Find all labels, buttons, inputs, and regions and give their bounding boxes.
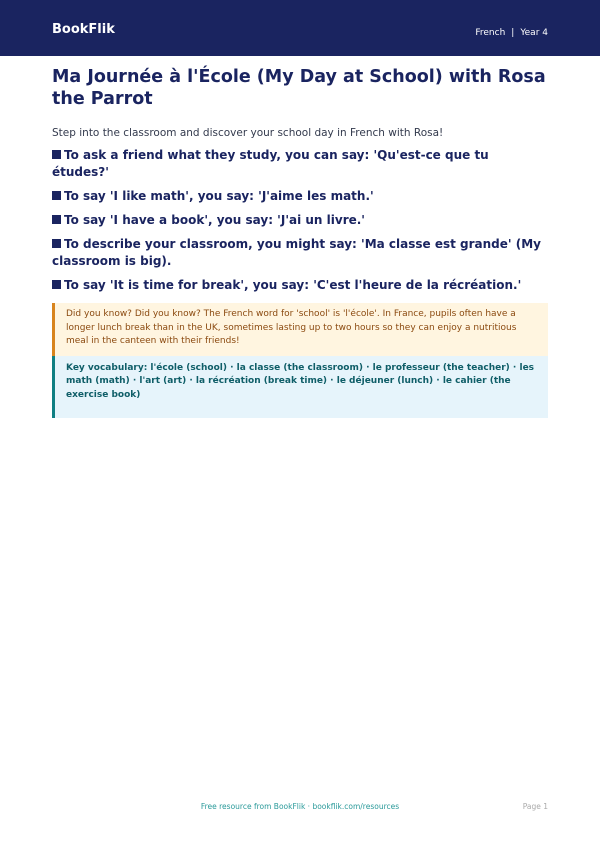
phrase-text: To say 'I have a book', you say: 'J'ai un livre.' — [64, 213, 365, 227]
phrase-item — [52, 188, 548, 205]
phrase-text: To describe your classroom, you might say: 'Ma classe est grande' (My classroom is big). — [52, 237, 542, 268]
intro-text: Step into the classroom and discover your school day in French with Rosa! — [52, 127, 444, 139]
phrase-item — [52, 236, 548, 270]
phrase-text: To ask a friend what they study, you can say: 'Qu'est-ce que tu études?' — [52, 148, 489, 179]
did-you-know-box: Did you know? Did you know? The French word for 'school' is 'l'école'. In France, pupils often have a longer lunch break than in the UK, sometimes lasting up to two hours so they can enjoy a nutritious meal in the canteen with their friends! — [52, 303, 548, 356]
meta-separator: | — [511, 28, 515, 38]
phrase-list — [52, 147, 548, 294]
square-bullet-icon — [52, 150, 61, 159]
phrase-item — [52, 147, 548, 181]
year-label: Year 4 — [520, 28, 548, 38]
header-bar — [0, 0, 600, 56]
phrase-item — [52, 277, 548, 294]
square-bullet-icon — [52, 239, 61, 248]
phrase-item — [52, 212, 548, 229]
brand-logo-text[interactable]: BookFlik — [52, 22, 115, 37]
page-title: Ma Journée à l'École (My Day at School) with Rosa the Parrot — [52, 67, 546, 109]
phrase-text: To say 'I like math', you say: 'J'aime les math.' — [64, 189, 374, 203]
square-bullet-icon — [52, 191, 61, 200]
square-bullet-icon — [52, 215, 61, 224]
subject-label: French — [475, 28, 506, 38]
square-bullet-icon — [52, 280, 61, 289]
header-meta — [475, 28, 548, 38]
phrase-text: To say 'It is time for break', you say: 'C'est l'heure de la récréation.' — [64, 278, 522, 292]
key-vocabulary-box: Key vocabulary: l'école (school) · la classe (the classroom) · le professeur (the teacher) · les math (math) · l'art (art) · la récréation (break time) · le déjeuner (lunch) · le cahier (the exercise book) — [52, 356, 548, 419]
main-content — [52, 66, 548, 418]
footer-text[interactable]: Free resource from BookFlik · bookflik.com/resources — [200, 802, 400, 811]
page-number: Page 1 — [522, 802, 548, 811]
